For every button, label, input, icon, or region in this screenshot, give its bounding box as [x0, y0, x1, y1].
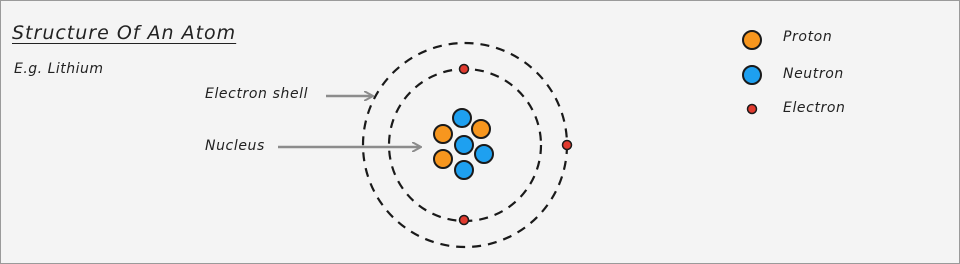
proton — [434, 150, 452, 168]
legend-neutron-marker — [743, 66, 761, 84]
legend-proton-marker — [743, 31, 761, 49]
electron-shell-label: Electron shell — [205, 86, 309, 102]
legend-neutron-label: Neutron — [783, 66, 844, 82]
electron — [460, 65, 469, 74]
neutron — [453, 109, 471, 127]
legend-proton-label: Proton — [783, 29, 833, 45]
nucleus — [434, 109, 493, 179]
electron — [563, 141, 572, 150]
diagram-subtitle: E.g. Lithium — [14, 61, 104, 77]
neutron — [455, 136, 473, 154]
diagram-title: Structure Of An Atom — [12, 22, 237, 44]
proton — [434, 125, 452, 143]
legend-electron-label: Electron — [783, 100, 846, 116]
nucleus-label: Nucleus — [205, 138, 265, 154]
proton — [472, 120, 490, 138]
neutron — [475, 145, 493, 163]
electron — [460, 216, 469, 225]
legend-electron-marker — [748, 105, 757, 114]
neutron — [455, 161, 473, 179]
